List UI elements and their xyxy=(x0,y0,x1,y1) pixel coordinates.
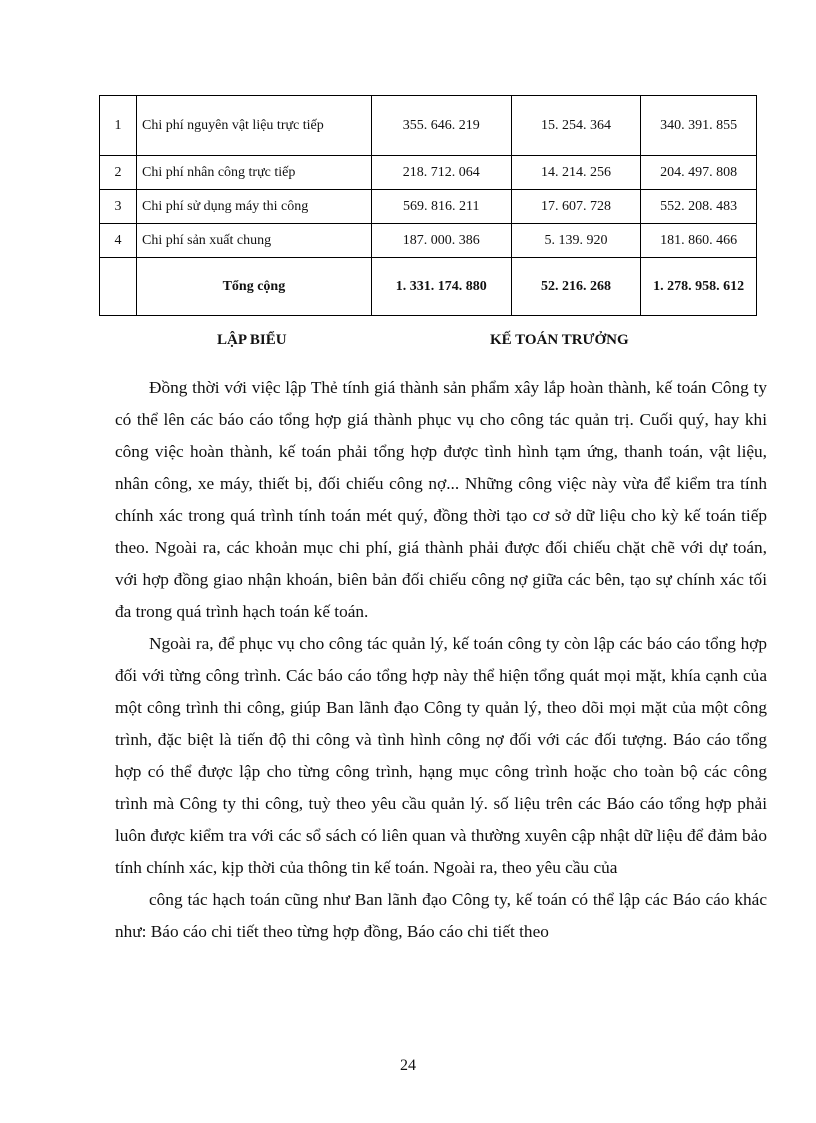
cost-value-2: 5. 139. 920 xyxy=(511,224,641,258)
cost-item-name: Chi phí nhân công trực tiếp xyxy=(137,156,372,190)
table-row xyxy=(100,96,757,156)
cost-value-2: 17. 607. 728 xyxy=(511,190,641,224)
total-row-number xyxy=(100,258,137,316)
cost-summary-table xyxy=(99,95,757,316)
total-value-1: 1. 331. 174. 880 xyxy=(371,258,511,316)
cost-value-1: 187. 000. 386 xyxy=(371,224,511,258)
row-number: 2 xyxy=(100,156,137,190)
row-number: 1 xyxy=(100,96,137,156)
signature-preparer: LẬP BIỂU xyxy=(217,332,287,348)
cost-value-3: 552. 208. 483 xyxy=(641,190,757,224)
cost-item-name: Chi phí sản xuất chung xyxy=(137,224,372,258)
cost-value-1: 218. 712. 064 xyxy=(371,156,511,190)
cost-value-3: 181. 860. 466 xyxy=(641,224,757,258)
cost-value-2: 14. 214. 256 xyxy=(511,156,641,190)
paragraph: công tác hạch toán cũng như Ban lãnh đạo Công ty, kế toán có thể lập các Báo cáo khác như: Báo cáo chi tiết theo từng hợp đồng, Báo cáo chi tiết theo xyxy=(115,890,767,941)
cost-value-1: 569. 816. 211 xyxy=(371,190,511,224)
paragraph: Đồng thời với việc lập Thẻ tính giá thành sản phẩm xây lắp hoàn thành, kế toán Công ty có thể lên các báo cáo tổng hợp giá thành phục vụ cho công tác quản trị. Cuối quý, hay khi công việc hoàn thành, kế toán phải tổng hợp được tình hình tạm ứng, thanh toán, vật liệu, nhân công, xe máy, thiết bị, đối chiếu công nợ... Những công việc này vừa để kiểm tra tính chính xác trong quá trình tính toán mét quý, đồng thời tạo cơ sở dữ liệu cho kỳ kế toán tiếp theo. Ngoài ra, các khoản mục chi phí, giá thành phải được đối chiếu chặt chẽ với dự toán, với hợp đồng giao nhận khoán, biên bản đối chiếu công nợ giữa các bên, tạo sự chính xác tối đa trong quá trình hạch toán kế toán. xyxy=(115,378,767,621)
signature-chief-accountant: KẾ TOÁN TRƯỞNG xyxy=(490,332,629,348)
total-value-2: 52. 216. 268 xyxy=(511,258,641,316)
cost-item-name: Chi phí sử dụng máy thi công xyxy=(137,190,372,224)
body-text xyxy=(115,372,767,948)
cost-value-3: 204. 497. 808 xyxy=(641,156,757,190)
cost-value-1: 355. 646. 219 xyxy=(371,96,511,156)
cost-item-name: Chi phí nguyên vật liệu trực tiếp xyxy=(137,96,372,156)
total-row xyxy=(100,258,757,316)
cost-value-3: 340. 391. 855 xyxy=(641,96,757,156)
total-label: Tổng cộng xyxy=(137,258,372,316)
cost-value-2: 15. 254. 364 xyxy=(511,96,641,156)
row-number: 4 xyxy=(100,224,137,258)
row-number: 3 xyxy=(100,190,137,224)
paragraph: Ngoài ra, để phục vụ cho công tác quản lý, kế toán công ty còn lập các báo cáo tổng hợp đối với từng công trình. Các báo cáo tổng hợp này thể hiện tổng quát mọi mặt, khía cạnh của một công trình thi công, giúp Ban lãnh đạo Công ty quản lý, theo dõi mọi mặt của một công trình, đặc biệt là tiến độ thi công và tình hình công nợ đối với các đối tượng. Báo cáo tổng hợp có thể được lập cho từng công trình, hạng mục công trình hoặc cho toàn bộ các công trình mà Công ty thi công, tuỳ theo yêu cầu quản lý. số liệu trên các Báo cáo tổng hợp phải luôn được kiểm tra với các sổ sách có liên quan và thường xuyên cập nhật dữ liệu để đảm bảo tính chính xác, kịp thời của thông tin kế toán. Ngoài ra, theo yêu cầu của xyxy=(115,634,767,877)
table-row xyxy=(100,224,757,258)
table-row xyxy=(100,156,757,190)
table-row xyxy=(100,190,757,224)
total-value-3: 1. 278. 958. 612 xyxy=(641,258,757,316)
page-number: 24 xyxy=(400,1057,416,1074)
